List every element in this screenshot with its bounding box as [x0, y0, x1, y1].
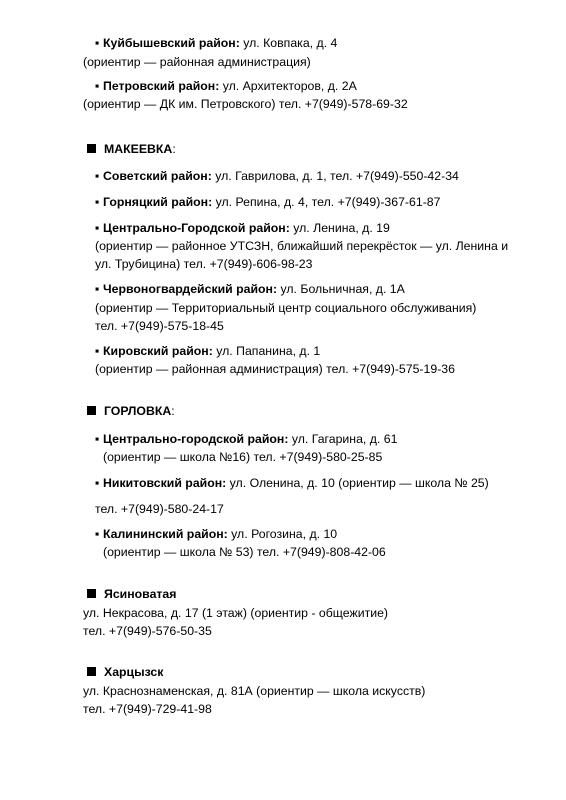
section-colon: : [172, 142, 176, 156]
district-address: ул. Гаврилова, д. 1, тел. +7(949)-550-42-34 [211, 169, 459, 183]
district-address: ул. Ковпака, д. 4 [239, 36, 338, 50]
district-address: ул. Репина, д. 4, тел. +7(949)-367-61-87 [212, 195, 441, 209]
section-heading-yasinovataya [87, 587, 176, 602]
district-landmark: (ориентир — районное УТСЗН, ближайший перекрёсток — ул. Ленина и [95, 239, 509, 253]
district-address: ул. Папанина, д. 1 [212, 344, 321, 358]
district-name: Кировский район: [103, 344, 213, 358]
section-title: МАКЕЕВКА [104, 142, 173, 156]
section-title: Ясиноватая [104, 587, 177, 601]
section-heading-gorlovka [87, 404, 175, 419]
district-address: ул. Больничная, д. 1А [277, 282, 405, 296]
bullet-icon: ▪ [95, 79, 100, 93]
district-address: ул. Рогозина, д. 10 [227, 527, 338, 541]
district-address: ул. Ленина, д. 19 [289, 221, 390, 235]
district-entry-kuibyshevsky [95, 36, 337, 51]
district-landmark: (ориентир — районная администрация) тел. +7(949)-575-19-36 [95, 362, 455, 376]
bullet-icon: ▪ [95, 169, 100, 183]
black-square-icon [87, 589, 96, 598]
district-landmark: (ориентир — школа № 53) тел. +7(949)-808-42-06 [103, 545, 386, 559]
district-address: ул. Архитекторов, д. 2А [219, 79, 357, 93]
black-square-icon [87, 406, 96, 415]
address-line: ул. Краснознаменская, д. 81А (ориентир — школа искусств) [83, 684, 426, 698]
district-entry-chervonogvardeisky [95, 282, 405, 297]
black-square-icon [87, 144, 96, 153]
district-name: Никитовский район: [103, 476, 227, 490]
district-entry-nikitovsky [95, 476, 489, 491]
bullet-icon: ▪ [95, 432, 100, 446]
district-entry-petrovsky [95, 79, 357, 94]
district-phone: тел. +7(949)-580-24-17 [95, 502, 224, 516]
bullet-icon: ▪ [95, 282, 100, 296]
district-phone: ул. Трубицина) тел. +7(949)-606-98-23 [95, 257, 313, 271]
section-colon: : [171, 404, 175, 418]
district-name: Центрально-Городской район: [103, 221, 290, 235]
section-title: Харцызск [104, 665, 164, 679]
phone-line: тел. +7(949)-576-50-35 [83, 624, 212, 638]
bullet-icon: ▪ [95, 476, 100, 490]
district-entry-gornyatsky [95, 195, 440, 210]
district-entry-sovetsky [95, 169, 459, 184]
section-title: ГОРЛОВКА [104, 404, 172, 418]
district-name: Советский район: [103, 169, 212, 183]
district-name: Петровский район: [103, 79, 220, 93]
district-entry-kirovsky [95, 344, 320, 359]
address-line: ул. Некрасова, д. 17 (1 этаж) (ориентир - общежитие) [83, 606, 389, 620]
bullet-icon: ▪ [95, 221, 100, 235]
district-name: Калининский район: [103, 527, 228, 541]
district-entry-central-makeevka [95, 221, 390, 236]
bullet-icon: ▪ [95, 36, 100, 50]
section-heading-makeevka [87, 142, 176, 157]
district-name: Горняцкий район: [103, 195, 213, 209]
section-heading-khartsyzsk [87, 665, 163, 680]
district-landmark: (ориентир — районная администрация) [83, 55, 311, 69]
bullet-icon: ▪ [95, 195, 100, 209]
district-landmark: (ориентир — Территориальный центр социального обслуживания) [95, 301, 477, 315]
district-landmark: (ориентир — ДК им. Петровского) тел. +7(949)-578-69-32 [83, 97, 408, 111]
district-name: Центрально-городской район: [103, 432, 289, 446]
district-address: ул. Оленина, д. 10 (ориентир — школа № 25) [226, 476, 489, 490]
district-name: Куйбышевский район: [103, 36, 240, 50]
district-phone: тел. +7(949)-575-18-45 [95, 319, 224, 333]
district-entry-central-gorlovka [95, 432, 397, 447]
district-address: ул. Гагарина, д. 61 [288, 432, 398, 446]
black-square-icon [87, 667, 96, 676]
district-landmark: (ориентир — школа №16) тел. +7(949)-580-25-85 [103, 450, 383, 464]
bullet-icon: ▪ [95, 344, 100, 358]
district-entry-kalininsky [95, 527, 337, 542]
bullet-icon: ▪ [95, 527, 100, 541]
phone-line: тел. +7(949)-729-41-98 [83, 702, 212, 716]
district-name: Червоногвардейский район: [103, 282, 278, 296]
